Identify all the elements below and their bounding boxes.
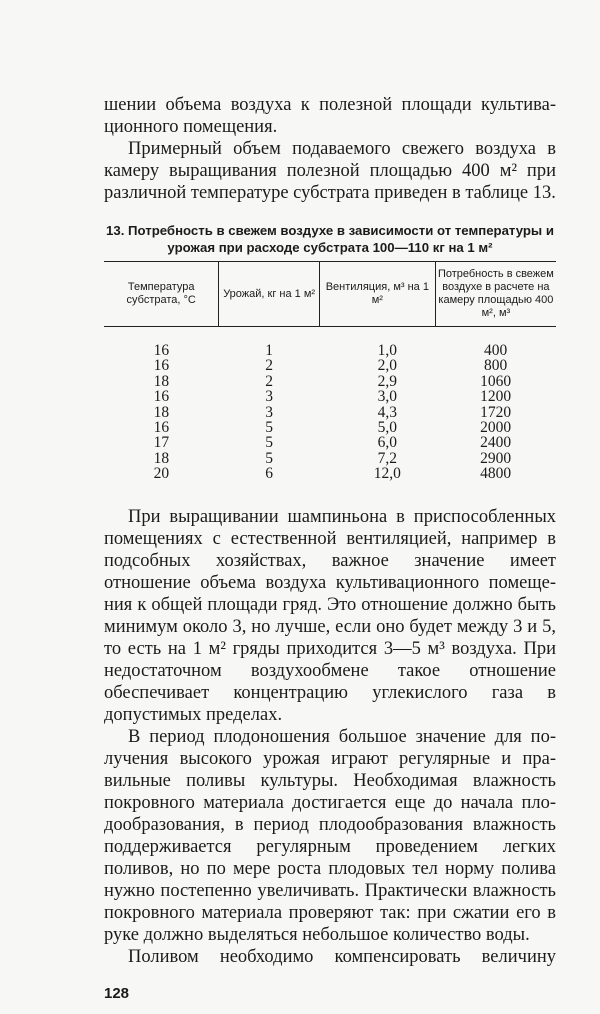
cell-yield: 5 xyxy=(265,434,273,452)
table-row xyxy=(104,435,556,450)
cell-yield: 2 xyxy=(265,357,273,375)
cell-ventilation: 2,0 xyxy=(377,357,398,375)
cell-temperature: 16 xyxy=(153,388,170,406)
table-row xyxy=(104,466,556,483)
cell-temperature: 16 xyxy=(153,342,170,359)
page-number: 128 xyxy=(104,984,130,1002)
cell-yield: 5 xyxy=(265,449,273,467)
book-page xyxy=(104,94,556,1002)
cell-fresh-air: 4800 xyxy=(480,465,512,483)
header-fresh-air-demand: Потребность в свежем воздухе в расчете на камеру площадью 400 м², м³ xyxy=(435,262,556,327)
cell-temperature: 18 xyxy=(153,403,170,421)
cell-temperature: 18 xyxy=(153,372,170,390)
cell-yield: 3 xyxy=(265,403,273,421)
table-row xyxy=(104,358,556,373)
cell-fresh-air: 2900 xyxy=(480,449,512,467)
table-caption: 13. Потребность в свежем воздухе в зависимости от температуры и урожая при расходе субстрата 100—110 кг на 1 м² xyxy=(106,223,554,255)
cell-temperature: 16 xyxy=(153,419,170,437)
header-ventilation: Вентиляция, м³ на 1 м² xyxy=(319,262,435,327)
cell-ventilation: 4,3 xyxy=(377,403,398,421)
cell-fresh-air: 800 xyxy=(484,357,508,375)
cell-ventilation: 5,0 xyxy=(377,419,398,437)
cell-fresh-air: 1720 xyxy=(480,403,512,421)
cell-yield: 1 xyxy=(265,342,273,359)
header-temperature: Температура субстрата, °C xyxy=(104,262,219,327)
cell-temperature: 17 xyxy=(153,434,170,452)
table-row xyxy=(104,405,556,420)
cell-fresh-air: 400 xyxy=(484,342,508,359)
cell-temperature: 18 xyxy=(153,449,170,467)
cell-yield: 6 xyxy=(265,465,273,483)
cell-ventilation: 6,0 xyxy=(377,434,398,452)
cell-ventilation: 12,0 xyxy=(373,465,401,483)
cell-ventilation: 7,2 xyxy=(377,449,398,467)
cell-fresh-air: 2000 xyxy=(480,419,512,437)
ventilation-table xyxy=(104,261,556,484)
paragraph-natural-ventilation: При выращивании шампиньона в приспособленных помещениях с естественной вентиляцией, например в подсобных хозяйствах, важное значение имеет отношение объема воздуха культивационного помещения к общей площади гряд. Это отношение должно быть минимум около 3, но лучше, если оно будет между 3 и 5, то есть на 1 м² гряды приходится 3—5 м³ воздуха. При недостаточном воздухообмене такое отношение обеспечивает концентрацию углекислого газа в допустимых пределах. xyxy=(104,506,556,725)
cell-fresh-air: 1200 xyxy=(480,388,512,406)
cell-fresh-air: 1060 xyxy=(480,372,512,390)
paragraph-watering-continued: Поливом необходимо компенсировать величину xyxy=(128,946,556,967)
cell-yield: 5 xyxy=(265,419,273,437)
cell-ventilation: 2,9 xyxy=(377,372,398,390)
table-header-row xyxy=(104,262,556,327)
paragraph-watering: В период плодоношения большое значение для получения высокого урожая играют регулярные и правильные поливы культуры. Необходимая влажность покровного материала достигается еще до начала плодообразования, в период плодообразования влажность поддерживается регулярным проведением легких поливов, но по мере роста плодовых тел норму полива нужно постепенно увеличивать. Практически влажность покровного материала проверяют так: при сжатии его в руке должно выделяться небольшое количество воды. xyxy=(104,726,556,945)
cell-yield: 3 xyxy=(265,388,273,406)
cell-temperature: 20 xyxy=(153,465,170,483)
cell-yield: 2 xyxy=(265,372,273,390)
table-row xyxy=(104,451,556,466)
table-row xyxy=(104,420,556,435)
cell-fresh-air: 2400 xyxy=(480,434,512,452)
table-row xyxy=(104,374,556,389)
header-yield: Урожай, кг на 1 м² xyxy=(219,262,320,327)
table-row xyxy=(104,389,556,404)
cell-ventilation: 1,0 xyxy=(377,342,398,359)
paragraph-continuation: шении объема воздуха к полезной площади культивационного помещения. xyxy=(104,95,556,137)
cell-temperature: 16 xyxy=(153,357,170,375)
paragraph-table-intro: Примерный объем подаваемого свежего воздуха в камеру выращивания полезной площадью 400 м² при различной температуре субстрата приведен в таблице 13. xyxy=(104,139,556,203)
table-row xyxy=(104,327,556,359)
cell-ventilation: 3,0 xyxy=(377,388,398,406)
